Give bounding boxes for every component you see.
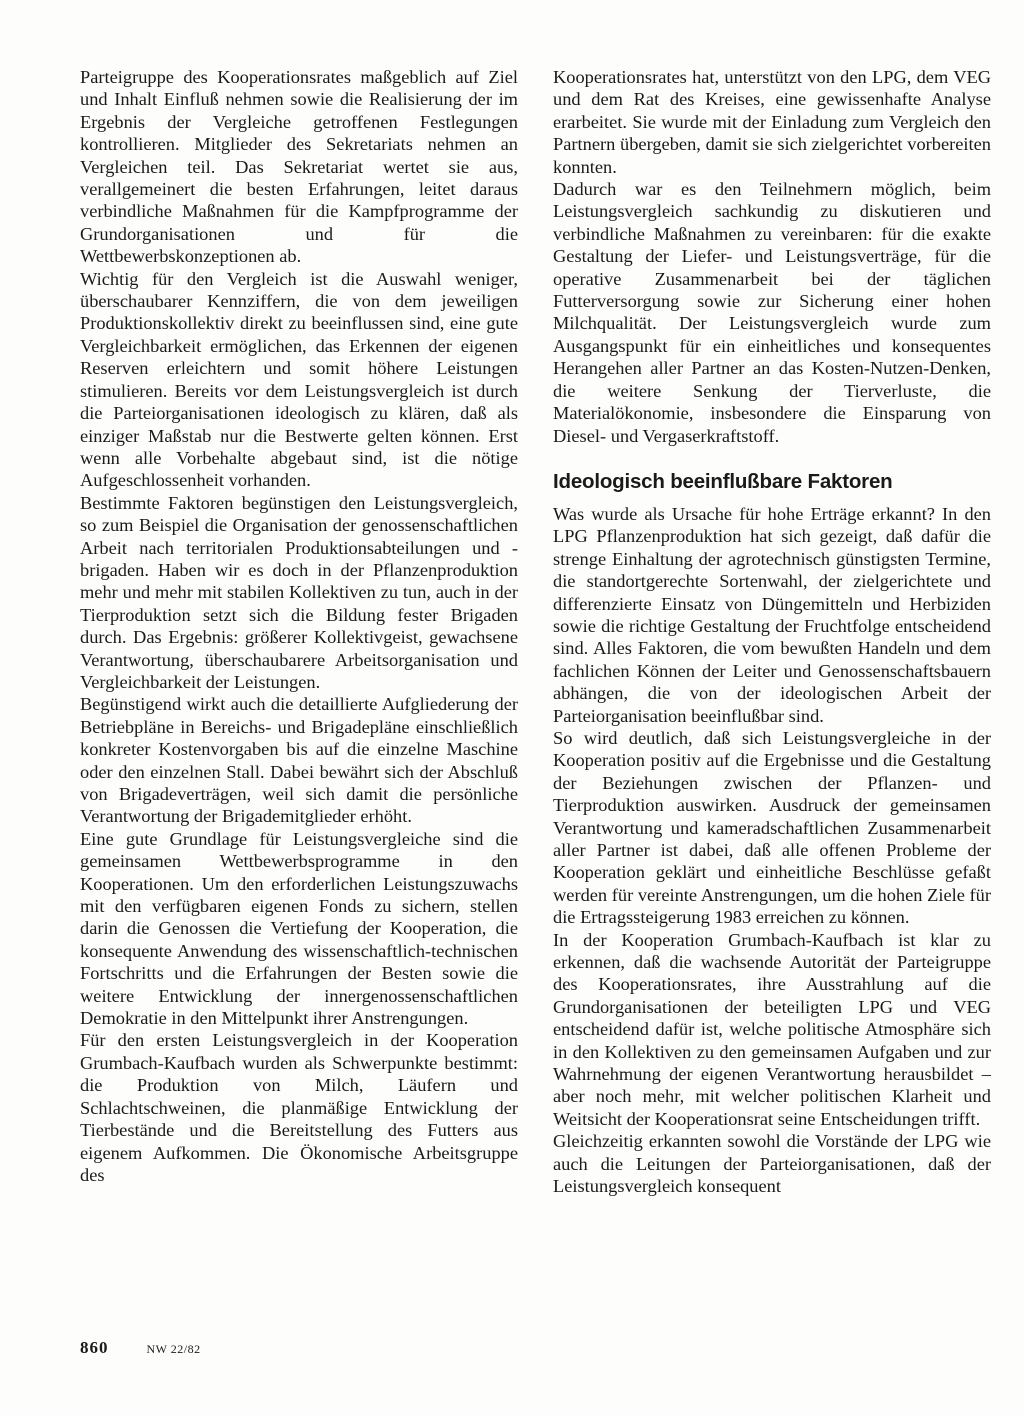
paragraph: Eine gute Grundlage für Leistungsvergleiche sind die gemeinsamen Wettbewerbsprogramme in den Kooperationen. Um den erforderlichen Leistungszuwachs mit den verfügbaren eigenen Fonds zu sichern, stellen darin die Genossen die Vertiefung der Kooperation, die konsequente Anwendung des wissenschaftlich-technischen Fortschritts und die Erfahrungen der Besten sowie die weitere Entwicklung der innergenossenschaftlichen Demokratie in den Mittelpunkt ihrer Anstrengungen. [80,828,518,1029]
left-column [80,66,518,1186]
issue-reference: NW 22/82 [146,1342,201,1356]
paragraph: Bestimmte Faktoren begünstigen den Leistungsvergleich, so zum Beispiel die Organisation der genossenschaftlichen Arbeit nach territorialen Produktionsabteilungen und -brigaden. Haben wir es doch in der Pflanzenproduktion mehr und mehr mit stabilen Kollektiven zu tun, auch in der Tierproduktion setzt sich die Bildung fester Brigaden durch. Das Ergebnis: größerer Kollektivgeist, gewachsene Verantwortung, überschaubarere Arbeitsorganisation und Vergleichbarkeit der Leistungen. [80,492,518,692]
paragraph: Für den ersten Leistungsvergleich in der Kooperation Grumbach-Kaufbach wurden als Schwerpunkte bestimmt: die Produktion von Milch, Läufern und Schlachtschweinen, die planmäßige Entwicklung der Tierbestände und die Bereitstellung des Futters aus eigenem Aufkommen. Die Ökonomische Arbeitsgruppe des [80,1030,518,1185]
paragraph: Wichtig für den Vergleich ist die Auswahl weniger, überschaubarer Kennziffern, die von dem jeweiligen Produktionskollektiv direkt zu beeinflussen sind, eine gute Vergleichbarkeit ermöglichen, das Erkennen der eigenen Reserven erleichtern und somit höhere Leistungen stimulieren. Bereits vor dem Leistungsvergleich ist durch die Parteiorganisationen ideologisch zu klären, daß als einziger Maßstab nur die Bestwerte gelten können. Erst wenn alle Vorbehalte abgebaut sind, ist die nötige Aufgeschlossenheit vorhanden. [80,268,518,491]
page-footer [80,1338,201,1358]
right-column [553,66,991,1198]
paragraph: Kooperationsrates hat, unterstützt von den LPG, dem VEG und dem Rat des Kreises, eine gewissenhafte Analyse erarbeitet. Sie wurde mit der Einladung zum Vergleich den Partnern übergeben, damit sie sich zielgerichtet vorbereiten konnten. [553,67,991,177]
paragraph: Begünstigend wirkt auch die detaillierte Aufgliederung der Betriebpläne in Bereichs- und Brigadepläne einschließlich konkreter Kostenvorgaben bis auf die einzelne Maschine oder den einzelnen Stall. Dabei bewährt sich der Abschluß von Brigadeverträgen, weil sich damit die persönliche Verantwortung der Brigademitglieder erhöht. [80,694,518,827]
paragraph: Gleichzeitig erkannten sowohl die Vorstände der LPG wie auch die Leitungen der Parteiorganisationen, daß der Leistungsvergleich konsequent [553,1131,991,1197]
paragraph: Parteigruppe des Kooperationsrates maßgeblich auf Ziel und Inhalt Einfluß nehmen sowie die Realisierung der im Ergebnis der Vergleiche getroffenen Festlegungen kontrollieren. Mitglieder des Sekretariats nehmen an Vergleichen teil. Das Sekretariat wertet sie aus, verallgemeinert die besten Erfahrungen, leitet daraus verbindliche Maßnahmen für die Kampfprogramme der Grundorganisationen und für die Wettbewerbskonzeptionen ab. [80,67,518,267]
paragraph: So wird deutlich, daß sich Leistungsvergleiche in der Kooperation positiv auf die Ergebnisse und die Gestaltung der Beziehungen zwischen der Pflanzen- und Tierproduktion auswirken. Ausdruck der gemeinsamen Verantwortung und kameradschaftlichen Zusammenarbeit aller Partner ist dabei, daß alle offenen Probleme der Kooperation geklärt und einheitliche Beschlüsse gefaßt werden für vereinte Anstrengungen, um die hohen Ziele für die Ertragssteigerung 1983 erreichen zu können. [553,727,991,928]
page-number: 860 [80,1338,109,1357]
section-heading: Ideologisch beeinflußbare Faktoren [553,469,893,493]
paragraph: Dadurch war es den Teilnehmern möglich, beim Leistungsvergleich sachkundig zu diskutieren und verbindliche Maßnahmen zu vereinbaren: für die exakte Gestaltung der Liefer- und Leistungsverträge, für die operative Zusammenarbeit bei der täglichen Futterversorgung sowie zur Sicherung einer hohen Milchqualität. Der Leistungsvergleich wurde zum Ausgangspunkt für ein einheitliches und konsequentes Herangehen aller Partner an das Kosten-Nutzen-Denken, die weitere Senkung der Tierverluste, die Materialökonomie, insbesondere die Einsparung von Diesel- und Vergaserkraftstoff. [553,179,991,446]
paragraph: Was wurde als Ursache für hohe Erträge erkannt? In den LPG Pflanzenproduktion hat sich gezeigt, daß dafür die strenge Einhaltung der agrotechnisch günstigsten Termine, die standortgerechte Sortenwahl, der zielgerichtete und differenzierte Einsatz von Düngemitteln und Herbiziden sowie die richtige Gestaltung der Fruchtfolge entscheidend sind. Alles Faktoren, die vom bewußten Handeln und dem fachlichen Können der Leiter und Genossenschaftsbauern abhängen, die von der ideologischen Arbeit der Parteiorganisation beeinflußbar sind. [553,503,991,726]
paragraph: In der Kooperation Grumbach-Kaufbach ist klar zu erkennen, daß die wachsende Autorität der Parteigruppe des Kooperationsrates, ihre Ausstrahlung auf die Grundorganisationen der beteiligten LPG und VEG entscheidend dafür ist, welche politische Atmosphäre sich in den Kollektiven zu den gemeinsamen Aufgaben und zur Wahrnehmung der eigenen Verantwortung herausbildet – aber noch mehr, mit welcher politischen Klarheit und Weitsicht der Kooperationsrat seine Entscheidungen trifft. [553,929,991,1129]
